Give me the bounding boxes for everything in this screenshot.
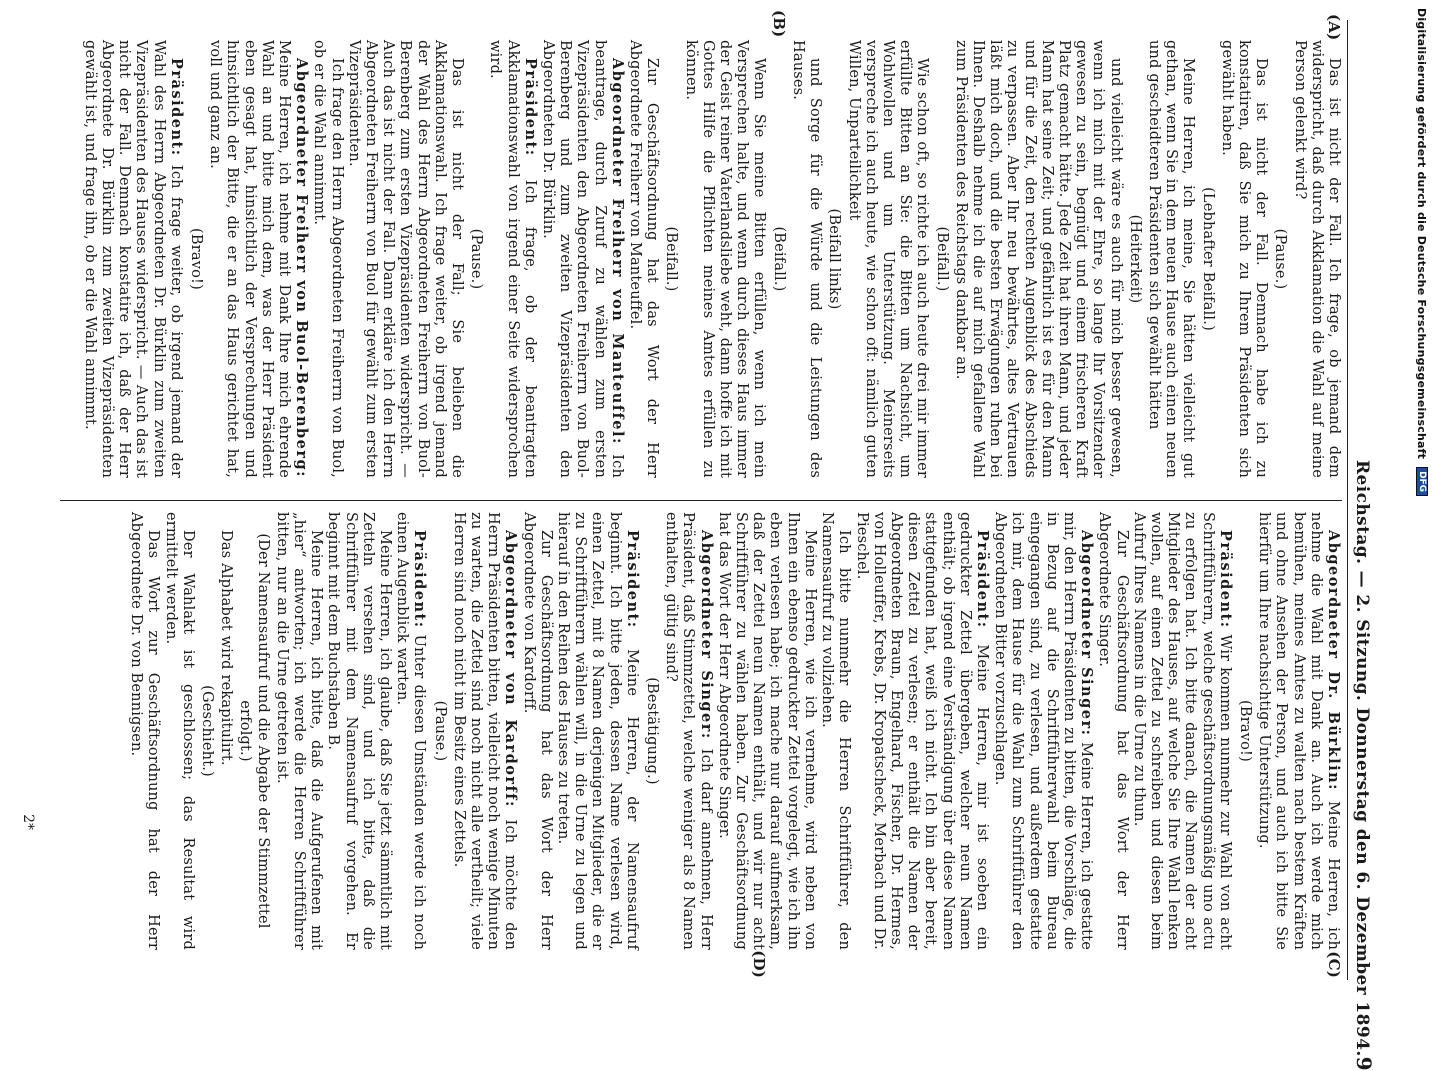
margin-marker-a: (A)	[1325, 14, 1343, 41]
sheet-signature: 2*	[20, 814, 36, 830]
text-paragraph: Meine Herren, ich bitte, daß die Aufgerufenen mit „hier“ antworten; ich werde die Herren Schriftführer bitten, nur an die Urne getreten ist.	[273, 512, 325, 950]
text-paragraph: Meine Herren, ich meine, Sie hätten vielleicht gut gethan, wenn Sie in dem neuen Hause auch einen neuen und gescheidteren Präsidenten sich gewählt hätten	[1145, 40, 1197, 478]
speaker-name: Abgeordneter Dr. Bürklin:	[1325, 530, 1342, 792]
text-paragraph: Meine Herren, ich glaube, daß Sie jetzt sämmtlich mit Zetteln versehen sind, und ich bitte, daß die Schriftführer mit dem Namensaufruf vorgehen. Er beginnt mit dem Buchstaben B.	[325, 512, 394, 950]
margin-marker-c: (C)	[1325, 951, 1343, 978]
text-paragraph: Zur Geschäftsordnung hat das Wort der Herr Abgeordnete Singer.	[1096, 512, 1130, 950]
speaker-name: Abgeordneter von Kardorff:	[502, 530, 520, 808]
stage-direction: (Geschieht.)	[199, 685, 215, 777]
stage-direction: (Pause.)	[1272, 228, 1289, 290]
text-paragraph: Ich bitte nunmehr die Herren Schriftführer, den Namensaufruf zu vollziehen.	[819, 512, 853, 950]
speaker-name: Präsident:	[973, 530, 991, 629]
stage-direction: (Der Namensaufruf und die Abgabe der Stimmzettel erfolgt.)	[237, 533, 271, 929]
text-paragraph: Das ist nicht der Fall; Sie belieben die Akklamationswahl. Ich frage weiter, ob irgend jemand der Wahl des Herrn Abgeordneten Freiherrn von Buol-Berenberg zum ersten Vizepräsidenten widerspricht. — Auch das ist nicht der Fall. Dann erkläre ich den Herrn Abgeordneten Freiherrn von Buol für gewählt zum ersten Vizepräsidenten.	[345, 40, 466, 478]
left-column	[81, 10, 1343, 479]
stage-direction: (Beifall links)	[826, 208, 843, 310]
dfg-logo: DFG	[1416, 467, 1428, 496]
stage-direction: (Beifall.)	[933, 226, 950, 292]
speaker-name: Abgeordneter Freiherr von Buol-Berenberg:	[293, 58, 311, 478]
text-paragraph: Der Wahlakt ist geschlossen; das Resultat wird ermittelt werden.	[162, 512, 196, 950]
speech-text: Meine Herren, ich gestatte mir, den Herrn Präsidenten zu bitten, die Vorschläge, die in Bezug auf die Schriftführerwahl beim Bureau eingegangen sind, zu verlesen, und außerdem gestatte ich mir, dem Hause für die Wahl zum Schriftführer den Abgeordneten Bitter vorzuschlagen.	[992, 512, 1095, 950]
speech-text: Unter diesen Umständen werde ich noch einen Augenblick warten.	[394, 512, 428, 950]
text-paragraph: Das Wort zur Geschäftsordnung hat der Herr Abgeordnete Dr. von Bennigsen.	[128, 512, 162, 950]
page-number: 9	[1352, 1056, 1376, 1071]
stage-direction: (Heiterkeit)	[1126, 214, 1143, 304]
speaker-name: Präsident:	[411, 530, 429, 629]
speech-text: Meine Herren, der Namensaufruf beginnt. Ich bitte jeden, dessen Name verlesen wird, einen Zettel, mit 8 Namen derjenigen Mitglieder, die er zu Schriftführern wählen will, in die Urne zu legen und hierauf in den Reihen des Hauses zu treten.	[555, 512, 640, 951]
text-paragraph: Zur Geschäftsordnung hat das Wort der Herr Abgeordnete Freiherr von Manteuffel.	[627, 40, 661, 478]
speech-paragraph	[486, 40, 539, 478]
digitization-note-text: Digitalisierung gefördert durch die Deutsche Forschungsgemeinschaft	[1415, 8, 1429, 460]
speech-text: Meine Herren, ich nehme mit Dank Ihre mich ehrende Wahl an und bitte mich dem, was der Herr Präsident eben gesagt hat, hinsichtlich der Versprechungen und hinsichtlich der Bitte, die er an das Haus gerichtet hat, voll und ganz an.	[207, 40, 293, 478]
speech-paragraph	[852, 512, 991, 950]
text-paragraph: und Sorge für die Würde und die Leistungen des Hauses.	[789, 40, 824, 478]
speech-text: Ich frage weiter, ob irgend jemand der Wahl des Herrn Abgeordneten Dr. Bürklin zum zweiten Vizepräsidenten des Hauses widerspricht. — Auch das ist nicht der Fall. Demnach konstatire ich, daß der Herr Abgeordnete Dr. Bürklin zum zweiten Vizepräsidenten gewählt ist, und frage ihn, ob er die Wahl annimmt.	[81, 40, 184, 479]
stage-direction: (Lebhafter Beifall.)	[1199, 187, 1216, 331]
speaker-name: Präsident:	[623, 530, 641, 629]
stage-direction: (Beifall.)	[663, 226, 680, 292]
speech-text: Meine Herren, mir ist soeben ein gedruckter Zettel übergeben, welcher neun Namen enthält; ob irgend eine Verständigung über diese Namen stattgefunden hat, weiß ich nicht. Ich bin aber bereit, diesen Zettel zu verlesen; er enthält die Namen der Abgeordneten Braun, Engelhard, Fischer, Dr. Hermes, von Holleuffer, Krebs, Dr. Kropatscheck, Merbach und Dr. Pieschel.	[853, 512, 990, 950]
margin-marker-d: (D)	[750, 950, 768, 978]
text-paragraph: Zur Geschäftsordnung hat das Wort der Herr Abgeordnete von Kardorff.	[520, 512, 554, 950]
speech-paragraph	[393, 512, 428, 950]
text-paragraph: Wie schon oft, so richte ich auch heute drei mir immer erfüllte Bitten an Sie: die Bitten um Nachsicht, um Wohlwollen und um Unterstützung. Meinerseits verspreche ich auch heute, wie schon oft: nämlich guten Willen, Unparteilichkeit	[845, 40, 931, 478]
text-columns	[81, 10, 1343, 978]
text-paragraph: Das Alphabet wird rekapitulirt.	[218, 530, 235, 766]
text-paragraph: Meine Herren, wie ich vernehme, wird neben von Ihnen ein ebenso gedruckter Zettel vorgelegt, wie ich ihn eben verlesen habe; ich mache nur darauf aufmerksam, daß der Zettel neun Namen enthält, und wir nur acht Schriftführer zu wählen haben. Zur Geschäftsordnung hat das Wort der Herr Abgeordnete Singer.	[715, 512, 818, 950]
speech-text: Ich frage, ob der beantragten Akklamationswahl von irgend einer Seite widersprochen wird.	[487, 40, 538, 478]
stage-direction: (Pause.)	[468, 228, 485, 290]
speech-text: Meine Herren, ich nehme die Wahl mit Dank an. Auch ich werde mich bemühen, meines Amtes zu walten nach bestem Kräften und ohne Ansehen der Person, und auch ich bitte Sie hierfür um Ihre nachsichtige Unterstützung.	[1256, 512, 1341, 950]
speaker-name: Präsident:	[521, 58, 539, 157]
text-paragraph: Das ist nicht der Fall. Demnach habe ich zu konstatiren, daß Sie mich zu Ihrem Präsidenten sich gewählt haben.	[1218, 40, 1270, 478]
stage-direction: (Bravo!)	[1236, 700, 1253, 762]
speech-paragraph	[539, 40, 626, 478]
stage-direction: (Bravo!)	[188, 228, 204, 290]
page-header	[1347, 20, 1392, 1071]
speech-text: Wir kommen nunmehr zur Wahl von acht Schriftführern, welche geschäftsordnungsmäßig uno actu zu erfolgen hat. Ich bitte danach, die Namen der acht Mitglieder des Hauses, auf welche Sie Ihre Wahl lenken wollen, auf einen Zettel zu schreiben und diesen beim Aufruf Ihres Namens in die Urne zu thun.	[1130, 512, 1233, 950]
text-paragraph: Das ist nicht der Fall. Ich frage, ob jemand dem widerspricht, daß durch Akklamation die Wahl auf meine Person gelenkt wird?	[1291, 40, 1342, 478]
speech-text: Ich möchte den Herrn Präsidenten bitten, vielleicht noch wenige Minuten zu warten, die Zettel sind noch nicht alle vertheilt; viele Herren sind noch nicht im Besitz eines Zettels.	[450, 512, 519, 950]
speech-paragraph	[662, 512, 715, 950]
stage-direction: (Beifall.)	[770, 226, 787, 292]
speaker-name: Präsident:	[167, 58, 185, 157]
speech-text: Ich beantrage, durch Zuruf zu wählen zum ersten Vizepräsidenten den Abgeordneten Freiherrn von Buol-Berenberg und zum zweiten Vizepräsidenten den Abgeordneten Dr. Bürklin.	[540, 40, 625, 479]
speech-paragraph	[1255, 512, 1342, 950]
speaker-name: Abgeordneter Freiherr von Manteuffel:	[608, 58, 626, 445]
speaker-name: Abgeordneter Singer:	[1078, 530, 1096, 737]
text-paragraph: Ich frage den Herrn Abgeordneten Freiherrn von Buol, ob er die Wahl annimmt.	[311, 40, 345, 478]
running-title: Reichstag. — 2. Sitzung. Donnerstag den 6. Dezember 1894.	[1352, 460, 1372, 1057]
speaker-name: Abgeordneter Singer:	[697, 530, 715, 740]
speech-paragraph	[450, 512, 520, 950]
right-column	[85, 512, 1343, 978]
speech-paragraph	[554, 512, 641, 950]
speaker-name: Präsident:	[1216, 530, 1234, 629]
text-paragraph: und vielleicht wäre es auch für mich besser gewesen, wenn ich mich mit der Ehre, so lange Ihr Vorsitzender gewesen zu sein, begnügt und einem frischeren Kraft Platz gemacht hätte. Jede Zeit hat ihren Mann, und jeder Mann hat seine Zeit; und gefährlich ist es für den Mann und für die Zeit, den rechten Augenblick des Abschieds zu verpassen. Aber Ihr neu bewährtes, altes Vertrauen läßt mich doch, und die besten Erwägungen ruhen bei Ihnen. Deshalb nehme ich die auf mich gefallene Wahl zum Präsidenten des Reichstags dankbar an.	[952, 40, 1124, 478]
speech-text: Ich darf annehmen, Herr Präsident, daß Stimmzettel, welche weniger als 8 Namen enthalten, gültig sind?	[663, 512, 714, 950]
stage-direction: (Bestätigung.)	[644, 677, 661, 785]
speech-paragraph	[991, 512, 1095, 950]
speech-paragraph	[1130, 512, 1234, 950]
speech-paragraph	[81, 40, 185, 478]
margin-marker-b: (B)	[770, 10, 788, 38]
speech-paragraph	[206, 40, 310, 478]
stage-direction: (Pause.)	[431, 700, 448, 762]
text-paragraph: Wenn Sie meine Bitten erfüllen, wenn ich mein Versprechen halte, und wenn durch dieses Haus immer der Geist reiner Vaterlandsliebe weht, dann hoffe ich mit Gottes Hilfe die Pflichten meines Amtes erfüllen zu können.	[682, 40, 768, 478]
digitization-note	[1412, 8, 1432, 1008]
